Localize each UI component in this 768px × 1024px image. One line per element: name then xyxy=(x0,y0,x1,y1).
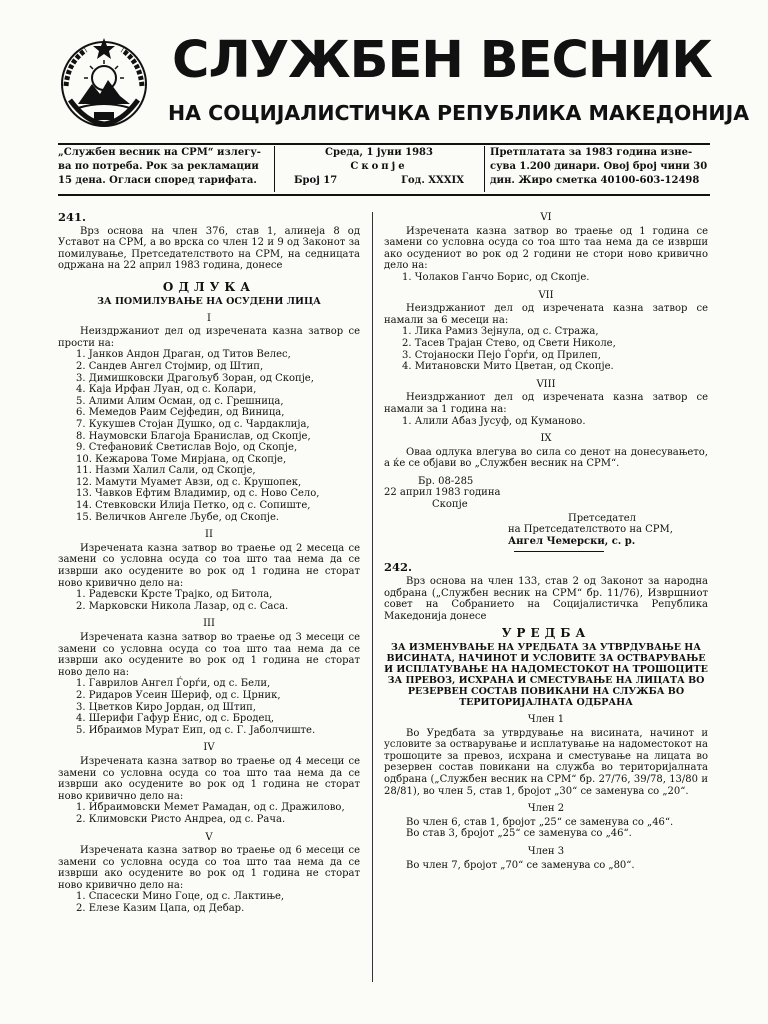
section-text: Изречената казна затвор во траење од 1 година се замени со условна осуда со тоа што таа нема да се изврши ако осудениот во рок од 2 години не стори ново кривично дело на: xyxy=(384,225,708,272)
subscription-note: Претплатата за 1983 година изне-сува 1.200 динари. Овој број чини 30 дин. Жиро сметка 40100-603-12498 xyxy=(490,147,708,186)
list-item: 11. Назми Халил Сали, од Скопје, xyxy=(76,465,256,477)
section-number: VII xyxy=(538,289,554,301)
doc-subtitle: ЗА ПОМИЛУВАЊЕ НА ОСУДЕНИ ЛИЦА xyxy=(97,295,321,307)
issue-date: Среда, 1 јуни 1983 xyxy=(325,147,433,158)
doc-intro: Врз основа на член 376, став 1, алинеја 8 од Уставот на СРМ, а во врска со член 12 и 9 од Законот за помилување, Претседателството на СРМ, на седницата одржана на 22 април 1983 година, донесе xyxy=(58,225,360,272)
list-item: 1. Лика Рамиз Зејнула, од с. Стража, xyxy=(402,326,599,338)
list-item: 2. Тасев Трајан Стево, од Свети Николе, xyxy=(402,337,616,349)
signature-name: Ангел Чемерски, с. р. xyxy=(508,535,636,547)
list-item: 1. Ибраимовски Мемет Рамадан, од с. Дражилово, xyxy=(76,802,345,814)
issue-year: Год. XXXIX xyxy=(401,175,464,186)
section-number: VIII xyxy=(536,378,556,390)
doc-title: ОДЛУКА xyxy=(162,279,256,294)
section-text: Изречената казна затвор во траење од 2 месеца се замени со условна осуда со тоа што таа нема да се изврши ако осудените во рок од 1 година не сторат ново кривично дело на: xyxy=(58,542,360,589)
right-column xyxy=(384,212,708,871)
article-label: Член 3 xyxy=(527,845,565,857)
list-item: 8. Наумовски Благоја Бранислав, од Скопје, xyxy=(76,430,311,442)
list-item: 3. Цветков Киро Јордан, од Штип, xyxy=(76,701,256,713)
section-number: IV xyxy=(203,742,215,754)
list-item: 1. Радевски Крсте Трајко, од Битола, xyxy=(76,589,273,601)
section-text: Изречената казна затвор во траење од 4 месеци се замени со условна осуда со тоа што таа нема да се изврши ако осудените во рок од 1 година не сторат ново кривично дело на: xyxy=(58,755,360,802)
section-number: V xyxy=(205,831,213,843)
person-list xyxy=(384,272,708,284)
list-item: 1. Јанков Андон Драган, од Титов Велес, xyxy=(76,349,291,361)
bottom-rule xyxy=(58,194,710,196)
list-item: 12. Мамути Муамет Авзи, од с. Крушопек, xyxy=(76,476,302,488)
person-list xyxy=(58,349,360,523)
doc-intro: Врз основа на член 133, став 2 од Законот за народна одбрана („Службен весник на СРМ“ бр. 11/76), Извршниот совет на Собранието на Социјалистичка Република Македонија донесе xyxy=(384,576,708,622)
person-list xyxy=(58,678,360,736)
list-item: 1. Алили Абаз Јусуф, од Куманово. xyxy=(402,415,586,427)
person-list xyxy=(384,326,708,372)
list-item: 2. Сандев Ангел Стојмир, од Штип, xyxy=(76,360,264,372)
person-list xyxy=(58,802,360,825)
info-bar xyxy=(58,146,710,190)
reference-place: Скопје xyxy=(432,499,468,511)
list-item: 5. Алими Алим Осман, од с. Грешница, xyxy=(76,395,284,407)
section-number: II xyxy=(205,529,213,541)
list-item: 7. Кукушев Стојан Душко, од с. Чардаклија, xyxy=(76,418,310,430)
top-rule xyxy=(58,143,710,145)
section-text: Изречената казна затвор во траење од 6 месеци се замени со условна осуда со тоа што таа нема да се изврши ако осудените во рок од 1 година не сторат ново кривично дело на: xyxy=(58,845,360,891)
newspaper-subtitle: НА СОЦИЈАЛИСТИЧКА РЕПУБЛИКА МАКЕДОНИЈА xyxy=(168,101,750,125)
issue-number: Број 17 xyxy=(294,175,338,186)
section-text: Неиздржаниот дел од изречената казна затвор се намали за 6 месеци на: xyxy=(384,303,708,326)
article-text: Во Уредбата за утврдување на висината, начинот и условите за остварување и исплатување на надоместокот на трошоците за превоз, исхрана и сместување на лицата во резервен состав повикани на служба во територијалната одбрана („Службен весник на СРМ“ бр. 27/76, 39/78, 13/80 и 28/81), во член 5, став 1, бројот „30“ се заменува со „20“. xyxy=(384,727,708,797)
section-text: Неиздржаниот дел од изречената казна затвор се прости на: xyxy=(58,326,360,349)
person-list xyxy=(58,891,360,914)
section-text: Изречената казна затвор во траење од 3 месеци се замени со условна осуда со тоа што таа нема да се изврши ако осудените во рок од 1 година не сторат ново дело на: xyxy=(58,632,360,678)
list-item: 6. Мемедов Раим Сејфедин, од Виница, xyxy=(76,407,285,419)
reference-date: 22 април 1983 година xyxy=(384,487,501,499)
list-item: 4. Шерифи Гафур Енис, од с. Бродец, xyxy=(76,713,275,725)
list-item: 5. Ибраимов Мурат Еип, од с. Г. Јаболчиште. xyxy=(76,724,316,736)
person-list xyxy=(58,589,360,612)
signature-block xyxy=(384,513,708,548)
list-item: 1. Спасески Мино Гоце, од с. Лактиње, xyxy=(76,891,285,903)
article-text: Во член 7, бројот „70“ се заменува со „80“. xyxy=(406,859,635,871)
list-item: 2. Марковски Никола Лазар, од с. Саса. xyxy=(76,600,289,612)
column-divider xyxy=(372,212,373,982)
left-column xyxy=(58,212,360,915)
list-item: 3. Стојаноски Пејо Ѓорѓи, од Прилеп, xyxy=(402,349,601,361)
doc-title: УРЕДБА xyxy=(501,626,591,641)
state-emblem-icon xyxy=(56,34,152,130)
list-item: 15. Величков Ангеле Љубе, од Скопје. xyxy=(76,511,280,523)
list-item: 9. Стефановиќ Светислав Војо, од Скопје, xyxy=(76,442,298,454)
section-number: I xyxy=(207,312,211,324)
doc-number: 241. xyxy=(58,210,87,224)
newspaper-title: СЛУЖБЕН ВЕСНИК xyxy=(172,31,712,90)
doc-subtitle: ЗА ИЗМЕНУВАЊЕ НА УРЕДБАТА ЗА УТВРДУВАЊЕ НА ВИСИНАТА, НАЧИНОТ И УСЛОВИТЕ ЗА ОСТВАРУВАЊЕ И ИСПЛАТУВАЊЕ НА НАДОМЕСТОКОТ НА ТРОШОЦИТЕ ЗА ПРЕВОЗ, ИСХРАНА И СМЕСТУВАЊЕ НА ЛИЦАТА ВО РЕЗЕРВЕН СОСТАВ ПОВИКАНИ НА СЛУЖБА ВО ТЕРИТОРИЈАЛНАТА ОДБРАНА xyxy=(384,642,708,708)
section-number: IX xyxy=(540,433,552,445)
list-item: 4. Каја Ирфан Луан, од с. Колари, xyxy=(76,384,257,396)
publication-note: „Службен весник на СРМ“ излегу-ва по потреба. Рок за рекламации 15 дена. Огласи според тарифата. xyxy=(58,147,261,186)
section-text: Оваа одлука влегува во сила со денот на донесувањето, а ќе се објави во „Службен весник на СРМ“. xyxy=(384,446,708,470)
section-number: III xyxy=(203,618,215,630)
reference-number: Бр. 08-285 xyxy=(418,475,474,487)
list-item: 10. Кежарова Томе Мирјана, од Скопје, xyxy=(76,453,287,465)
list-item: 1. Чолаков Ганчо Борис, од Скопје. xyxy=(402,271,590,283)
article-label: Член 1 xyxy=(527,714,565,725)
reference-block xyxy=(384,476,708,511)
list-item: 2. Ридаров Усеин Шериф, од с. Црник, xyxy=(76,689,281,701)
signature-body: на Претседателството на СРМ, xyxy=(508,524,673,536)
section-number: VI xyxy=(540,212,552,223)
issue-details xyxy=(284,146,474,188)
article-text: Во член 6, став 1, бројот „25“ се заменува со „46“. xyxy=(406,816,674,828)
list-item: 13. Чавков Ефтим Владимир, од с. Ново Село, xyxy=(76,488,320,500)
list-item: 3. Димишковски Драгољуб Зоран, од Скопје, xyxy=(76,372,314,384)
list-item: 1. Гаврилов Ангел Ѓорѓи, од с. Бели, xyxy=(76,678,271,690)
list-item: 2. Елезе Казим Цапа, од Дебар. xyxy=(76,903,245,915)
list-item: 2. Климовски Ристо Андреа, од с. Рача. xyxy=(76,813,286,825)
doc-number: 242. xyxy=(384,560,413,575)
article-text: Во став 3, бројот „25“ се заменува со „46“. xyxy=(406,828,632,840)
issue-number-row xyxy=(284,174,474,188)
article-label: Член 2 xyxy=(527,803,565,815)
section-text: Неиздржаниот дел од изречената казна затвор се намали за 1 година на: xyxy=(384,392,708,415)
issue-city: Скопје xyxy=(350,161,408,172)
signature-title: Претседател xyxy=(568,512,637,524)
list-item: 4. Митановски Мито Цветан, од Скопје. xyxy=(402,361,614,373)
list-item: 14. Стевковски Илија Петко, од с. Сопиште, xyxy=(76,500,311,512)
person-list xyxy=(384,416,708,428)
masthead xyxy=(56,30,750,140)
